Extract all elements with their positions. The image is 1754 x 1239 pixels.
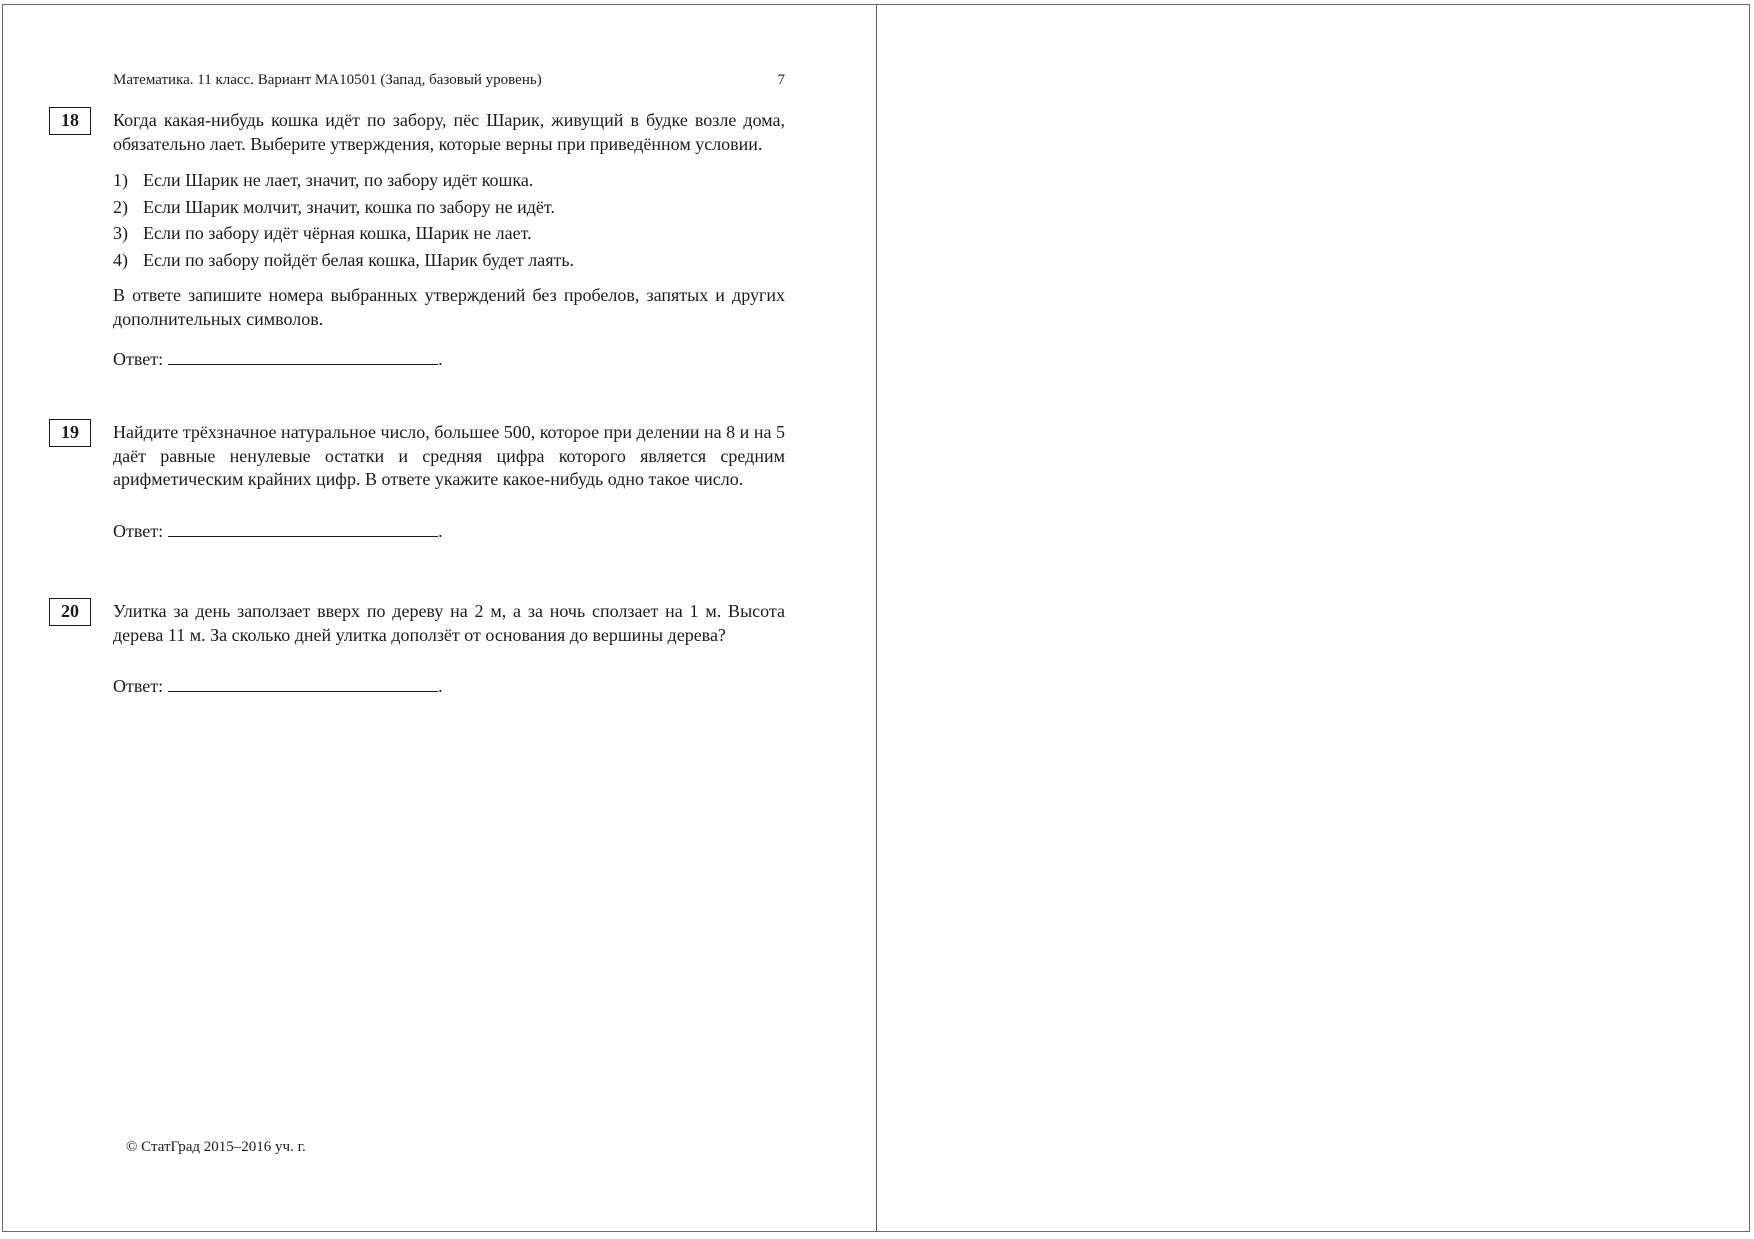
answer-label: Ответ: (113, 349, 164, 369)
task-text: Найдите трёхзначное натуральное число, большее 500, которое при делении на 8 и на 5 даёт равные ненулевые остатки и средняя цифра которого является средним арифметическим крайних цифр. В ответе укажите какое-нибудь одно такое число. (113, 422, 785, 489)
task-body (113, 421, 785, 543)
option-text: Если Шарик молчит, значит, кошка по забору не идёт. (143, 196, 555, 217)
task-number-box: 20 (49, 598, 91, 626)
page-number: 7 (777, 72, 785, 88)
option-number: 1) (113, 170, 128, 190)
task-number-box: 18 (49, 107, 91, 135)
answer-line[interactable] (168, 346, 438, 365)
option-text: Если по забору пойдёт белая кошка, Шарик будет лаять. (143, 249, 575, 270)
task-instruction: В ответе запишите номера выбранных утверждений без пробелов, запятых и других дополнительных символов. (113, 285, 785, 329)
answer-label: Ответ: (113, 520, 164, 541)
answer-field (113, 673, 785, 699)
footer-copyright: © СтатГрад 2015–2016 уч. г. (126, 1139, 306, 1155)
answer-field (113, 518, 785, 544)
answer-end: . (438, 520, 443, 541)
answer-line[interactable] (168, 518, 438, 537)
header-title: Математика. 11 класс. Вариант МА10501 (Запад, базовый уровень) (113, 72, 542, 88)
option-item (113, 249, 785, 273)
option-text: Если Шарик не лает, значит, по забору идёт кошка. (143, 170, 534, 190)
answer-line[interactable] (168, 673, 438, 692)
page-fold-divider (876, 4, 877, 1232)
task-text: Улитка за день заползает вверх по дереву на 2 м, а за ночь сползает на 1 м. Высота дерева 11 м. За сколько дней улитка доползёт от основания до вершины дерева? (113, 601, 785, 645)
option-item (113, 222, 785, 246)
option-list (113, 169, 785, 272)
option-number: 4) (113, 249, 128, 270)
left-page (0, 0, 876, 1239)
task-body (113, 109, 785, 372)
option-item (113, 169, 785, 193)
option-item (113, 196, 785, 220)
task-body (113, 600, 785, 699)
option-number: 2) (113, 196, 128, 217)
task-number-box: 19 (49, 419, 91, 447)
option-text: Если по забору идёт чёрная кошка, Шарик не лает. (143, 223, 532, 243)
answer-end: . (438, 349, 443, 369)
answer-label: Ответ: (113, 676, 164, 696)
task-text: Когда какая-нибудь кошка идёт по забору, пёс Шарик, живущий в будке возле дома, обязательно лает. Выберите утверждения, которые верны при приведённом условии. (113, 110, 785, 154)
answer-end: . (438, 676, 443, 696)
answer-field (113, 346, 785, 372)
option-number: 3) (113, 223, 128, 243)
right-page-blank (878, 0, 1754, 1239)
